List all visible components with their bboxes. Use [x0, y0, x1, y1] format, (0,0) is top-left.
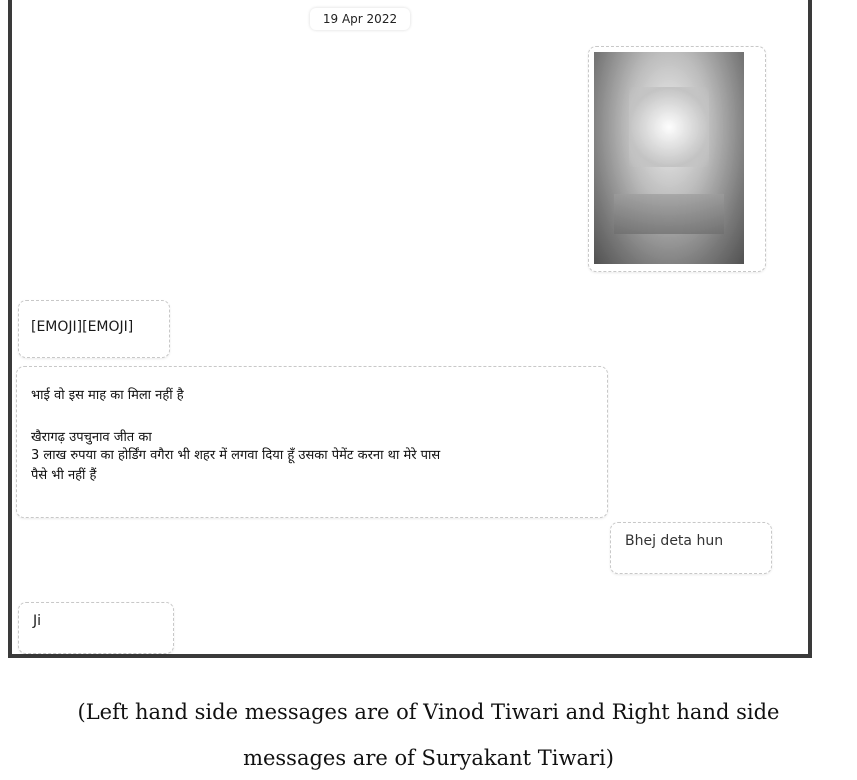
message-hindi-line2: खैरागढ़ उपचुनाव जीत का	[31, 430, 152, 445]
message-emoji-text: [EMOJI][EMOJI]	[31, 319, 134, 335]
message-ji	[18, 602, 174, 654]
date-separator: 19 Apr 2022	[310, 8, 410, 30]
caption-line1: (Left hand side messages are of Vinod Tiwari and Right hand side	[77, 700, 780, 724]
photo-subject	[629, 87, 709, 167]
caption-line2: messages are of Suryakant Tiwari)	[243, 746, 614, 770]
message-emoji	[18, 300, 170, 358]
photo-thumbnail[interactable]	[594, 52, 744, 264]
message-hindi-line1: भाई वो इस माह का मिला नहीं है	[31, 388, 184, 403]
message-hindi-line3: 3 लाख रुपया का होर्डिंग वगैरा भी शहर में लगवा दिया हूँ उसका पेमेंट करना था मेरे पास	[31, 448, 441, 463]
message-reply-text: Bhej deta hun	[625, 533, 724, 549]
message-ji-text: Ji	[33, 613, 42, 629]
message-hindi-line4: पैसे भी नहीं हैं	[31, 468, 97, 483]
message-reply	[610, 522, 772, 574]
message-hindi	[16, 366, 608, 518]
photo-base	[614, 194, 724, 234]
